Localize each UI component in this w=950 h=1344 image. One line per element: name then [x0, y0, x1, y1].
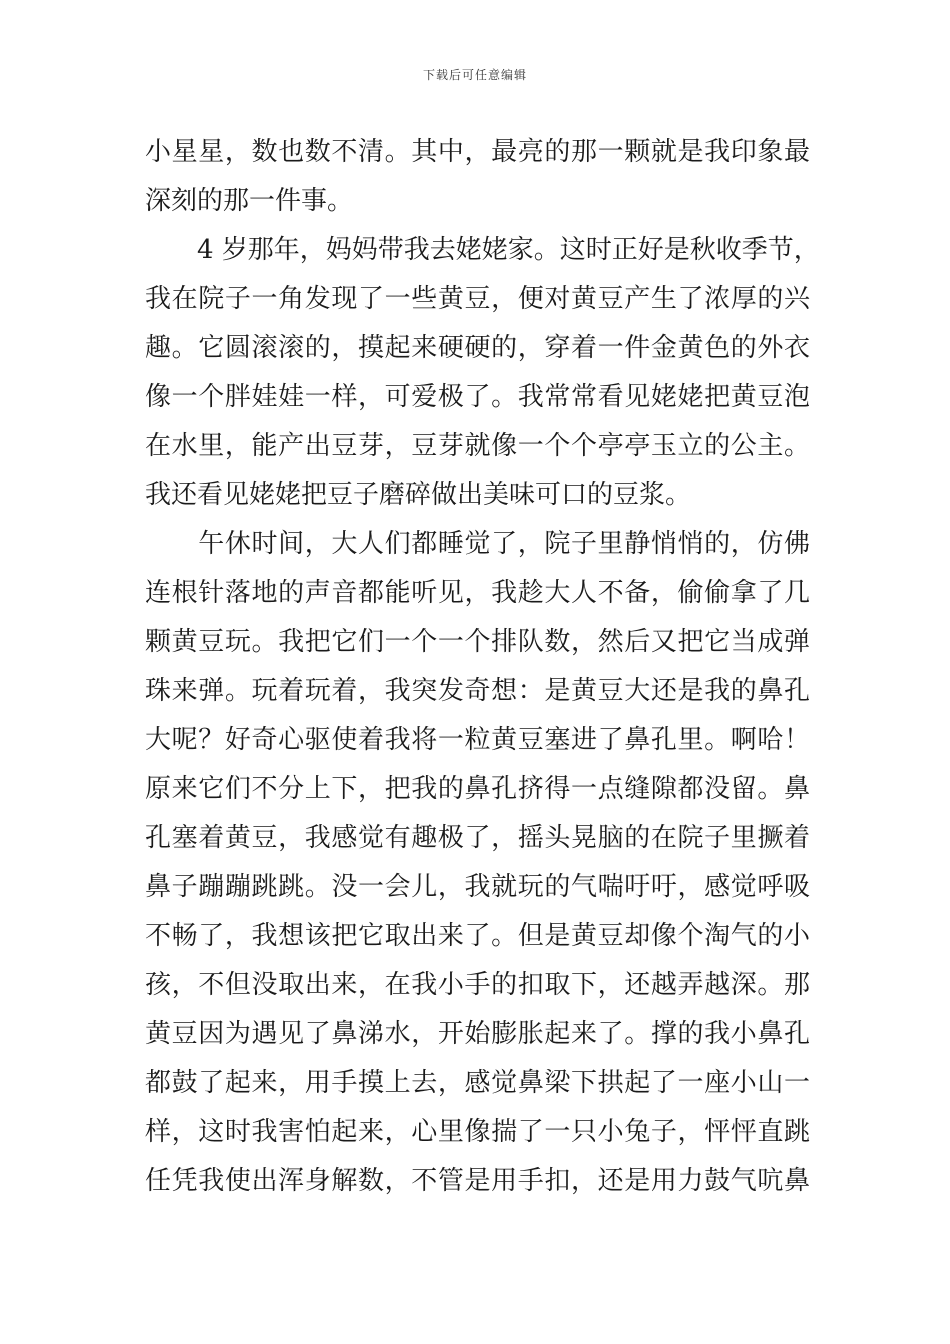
text-line: 珠来弹。玩着玩着，我突发奇想：是黄豆大还是我的鼻孔 [145, 676, 810, 706]
text-line: 午休时间，大人们都睡觉了，院子里静悄悄的，仿佛 [145, 529, 810, 559]
text-line: 趣。它圆滚滚的，摸起来硬硬的，穿着一件金黄色的外衣 [145, 333, 810, 363]
text-line: 我在院子一角发现了一些黄豆，便对黄豆产生了浓厚的兴 [145, 284, 810, 314]
text-line: 样，这时我害怕起来，心里像揣了一只小兔子，怦怦直跳 [145, 1117, 810, 1147]
text-line: 都鼓了起来，用手摸上去，感觉鼻梁下拱起了一座小山一 [145, 1068, 810, 1098]
body-text [145, 128, 820, 1206]
text-line: 任凭我使出浑身解数，不管是用手扣，还是用力鼓气吭鼻 [145, 1166, 810, 1196]
text-line: 深刻的那一件事。 [145, 186, 354, 216]
text-line: 像一个胖娃娃一样，可爱极了。我常常看见姥姥把黄豆泡 [145, 382, 810, 412]
text-line: 4 岁那年，妈妈带我去姥姥家。这时正好是秋收季节， [145, 235, 820, 265]
text-line: 孩，不但没取出来，在我小手的扣取下，还越弄越深。那 [145, 970, 810, 1000]
text-line: 在水里，能产出豆芽，豆芽就像一个个亭亭玉立的公主。 [145, 431, 810, 461]
text-line: 原来它们不分上下，把我的鼻孔挤得一点缝隙都没留。鼻 [145, 774, 810, 804]
text-line: 黄豆因为遇见了鼻涕水，开始膨胀起来了。撑的我小鼻孔 [145, 1019, 810, 1049]
text-line: 小星星，数也数不清。其中，最亮的那一颗就是我印象最 [145, 137, 810, 167]
text-line: 鼻子蹦蹦跳跳。没一会儿，我就玩的气喘吁吁，感觉呼吸 [145, 872, 810, 902]
text-line: 我还看见姥姥把豆子磨碎做出美味可口的豆浆。 [145, 480, 692, 510]
text-line: 不畅了，我想该把它取出来了。但是黄豆却像个淘气的小 [145, 921, 810, 951]
text-line: 孔塞着黄豆，我感觉有趣极了，摇头晃脑的在院子里撅着 [145, 823, 810, 853]
text-line: 颗黄豆玩。我把它们一个一个排队数，然后又把它当成弹 [145, 627, 810, 657]
header-note: 下载后可任意编辑 [422, 68, 527, 82]
text-line: 连根针落地的声音都能听见，我趁大人不备，偷偷拿了几 [145, 578, 810, 608]
text-line: 大呢？好奇心驱使着我将一粒黄豆塞进了鼻孔里。啊哈！ [145, 725, 810, 755]
